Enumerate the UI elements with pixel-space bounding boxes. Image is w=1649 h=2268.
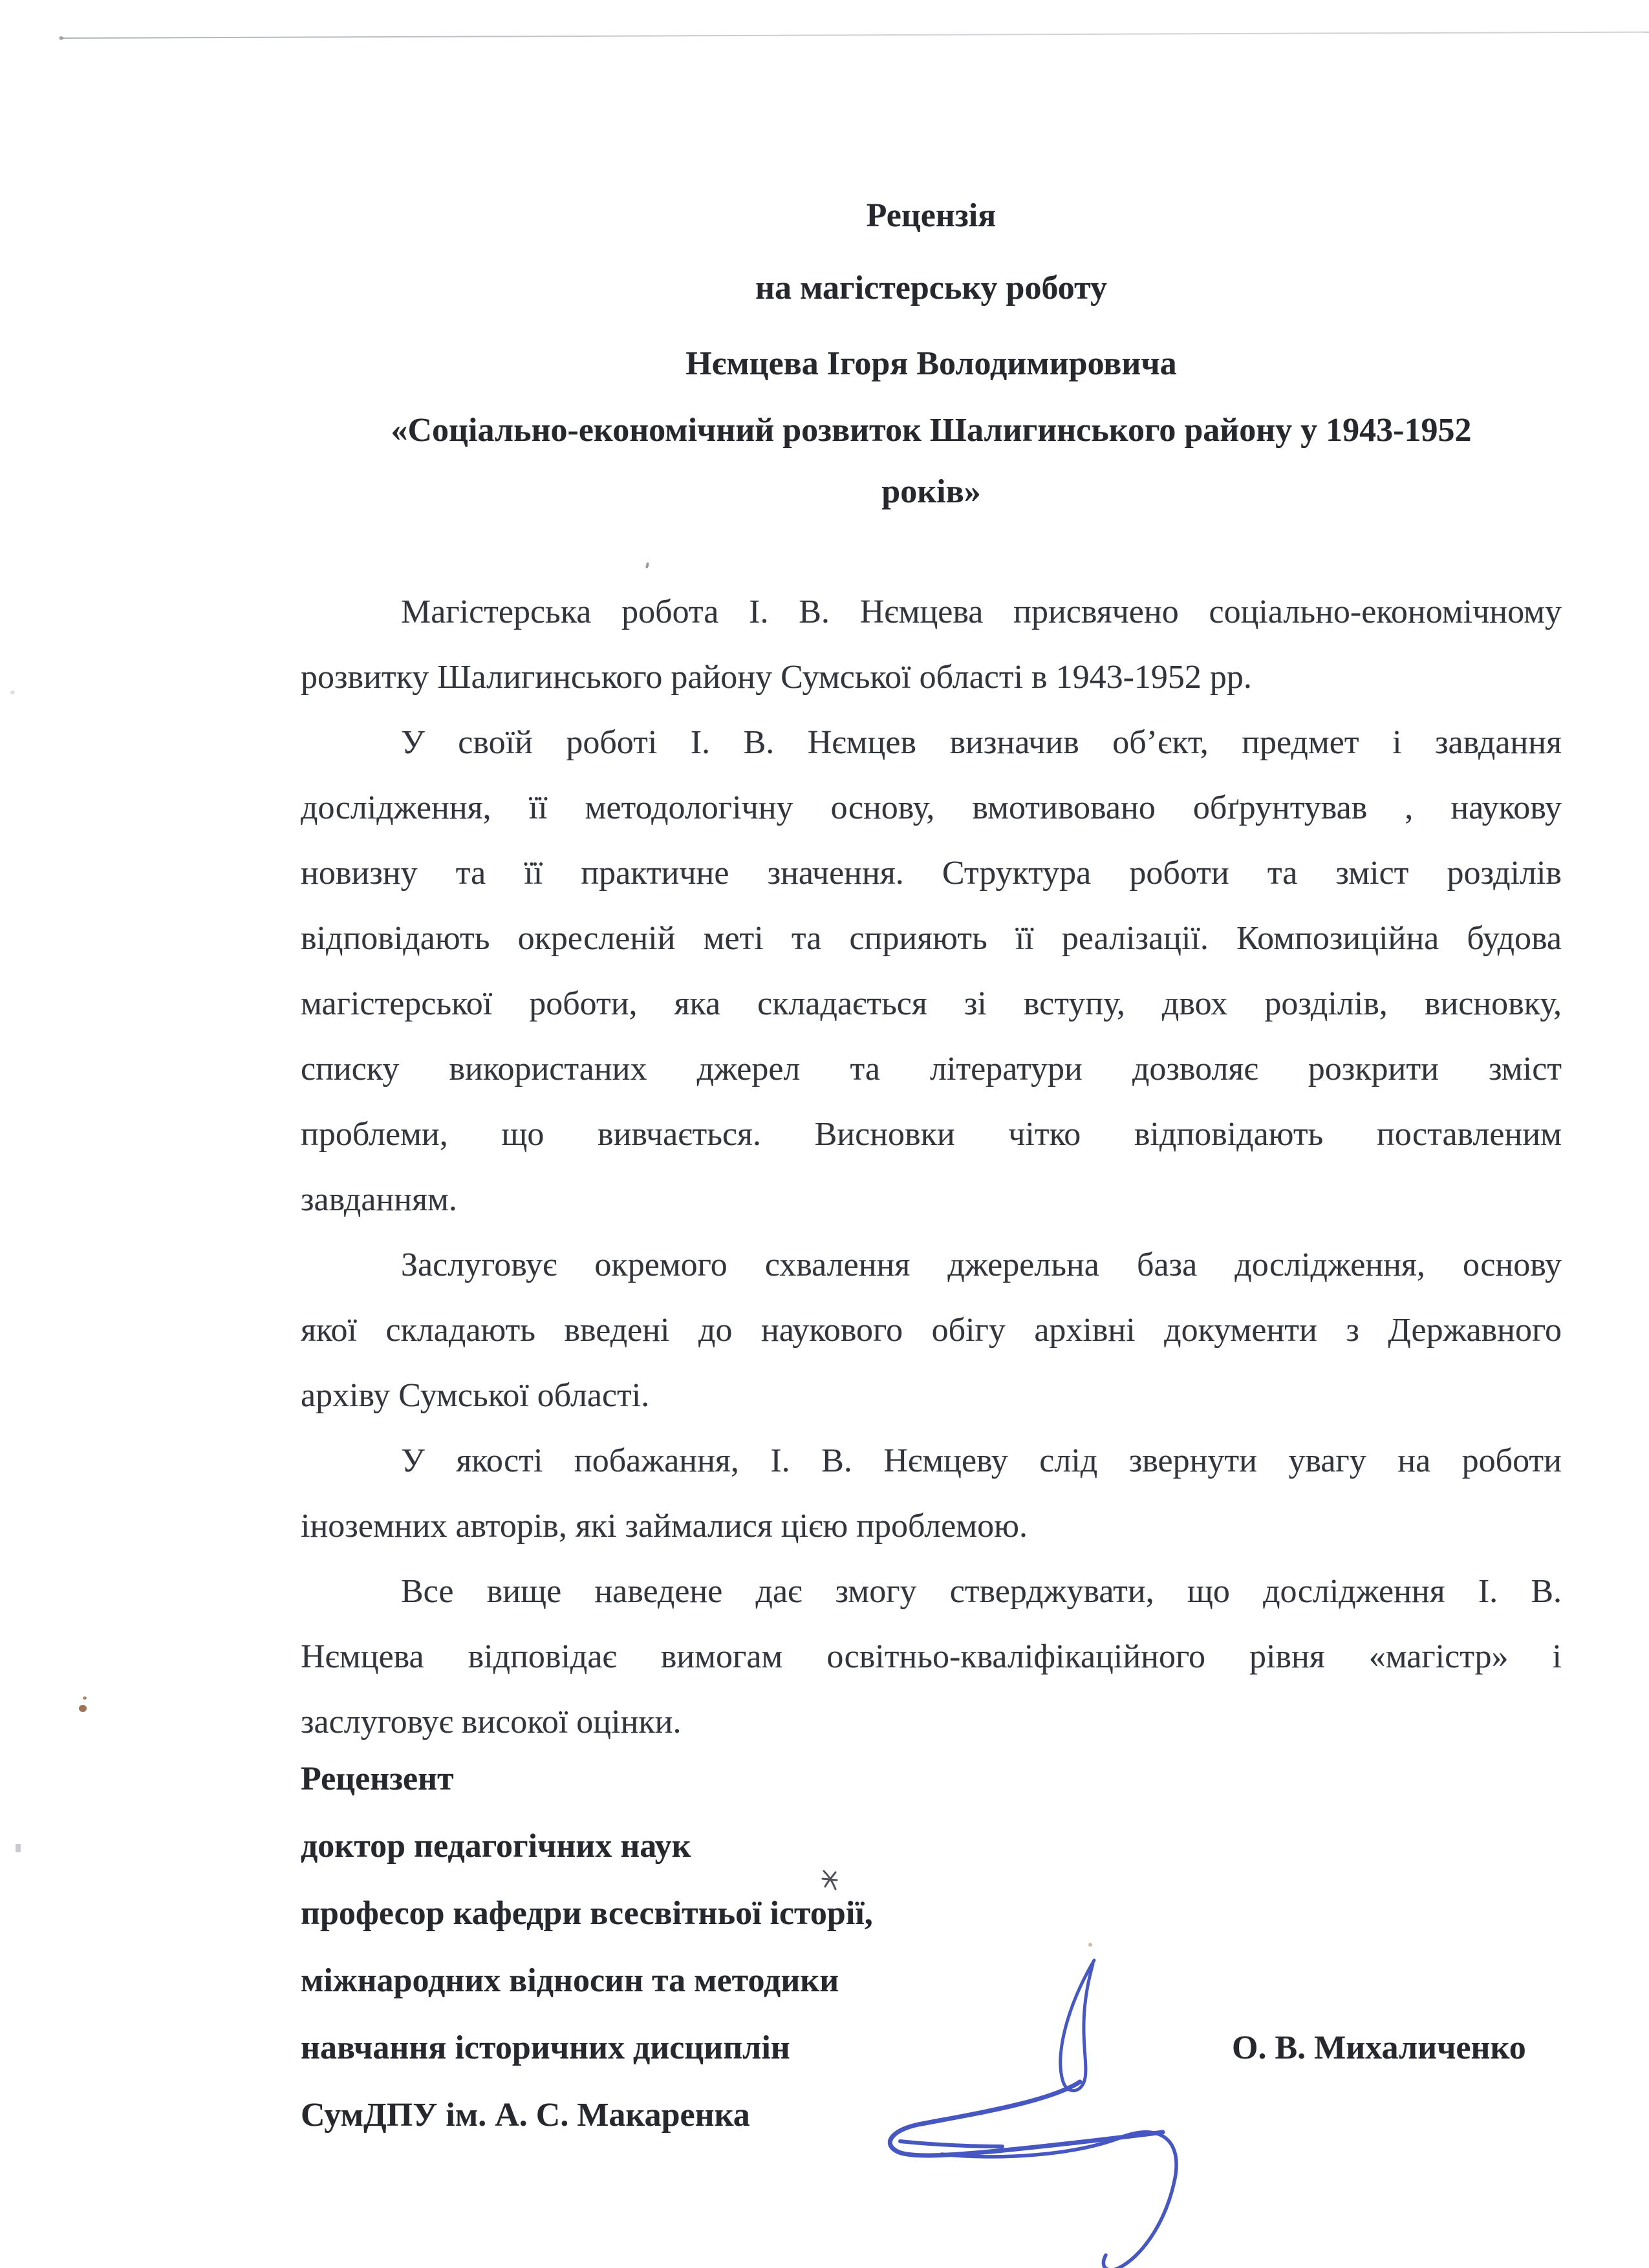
body-line: завданням. [301,1181,457,1218]
body-line: дослідження, її методологічну основу, вмотивовано обґрунтував , наукову [301,789,1562,826]
body-line: новизну та її практичне значення. Структура роботи та зміст розділів [301,855,1562,892]
scan-artifact-line [61,32,1649,39]
body-line: іноземних авторів, які займалися цією проблемою. [301,1508,1028,1545]
paper-stain [83,1696,87,1700]
body-line: Нємцева відповідає вимогам освітньо-кваліфікаційного рівня «магістр» і [301,1638,1562,1675]
ink-splotch [820,1867,839,1892]
reviewer-position-3: навчання історичних дисциплін [301,2029,790,2066]
reviewer-position-1: професор кафедри всесвітньої історії, [301,1895,873,1932]
body-line: якої складають введені до наукового обігу архівні документи з Державного [301,1312,1562,1349]
body-line: Магістерська робота І. В. Нємцева присвячено соціально-економічному [401,594,1562,630]
reviewer-position-2: міжнародних відносин та методики [301,1962,839,1999]
stray-ink-dot [645,562,649,569]
reviewer-label: Рецензент [301,1760,454,1797]
body-line: розвитку Шалигинського району Сумської області в 1943-1952 рр. [301,659,1252,696]
reviewer-degree: доктор педагогічних наук [301,1828,691,1865]
body-line: У своїй роботі І. В. Нємцев визначив об’єкт, предмет і завдання [401,724,1562,761]
title-line-thesis-name: «Соціально-економічний розвиток Шалигинського району у 1943-1952 [391,412,1472,449]
body-line: У якості побажання, І. В. Нємцеву слід звернути увагу на роботи [401,1442,1562,1479]
body-line: списку використаних джерел та літератури дозволяє розкрити зміст [301,1051,1562,1087]
paper-stain [79,1705,87,1712]
title-line-subject: на магістерську роботу [755,270,1107,306]
body-line: проблеми, що вивчається. Висновки чітко відповідають поставленим [301,1116,1562,1153]
body-line: заслуговує високої оцінки. [301,1704,682,1740]
title-line-author: Нємцева Ігоря Володимировича [685,345,1177,382]
signature-ink [860,1927,1222,2268]
margin-mark [16,1844,21,1852]
margin-speck [10,690,15,694]
page-title: Рецензія [866,197,997,234]
reviewer-name: О. В. Михаличенко [1232,2029,1526,2066]
reviewer-institution: СумДПУ ім. А. С. Макаренка [301,2097,750,2134]
body-line: архіву Сумської області. [301,1377,650,1414]
title-line-thesis-name-wrap: років» [881,473,981,510]
review-body-text [301,579,1562,1755]
body-line: Все вище наведене дає змогу стверджувати, що дослідження І. В. [401,1573,1562,1610]
body-line: магістерської роботи, яка складається зі вступу, двох розділів, висновку, [301,985,1562,1022]
body-line: Заслуговує окремого схвалення джерельна база дослідження, основу [401,1246,1562,1283]
body-line: відповідають окресленій меті та сприяють її реалізації. Композиційна будова [301,920,1562,957]
